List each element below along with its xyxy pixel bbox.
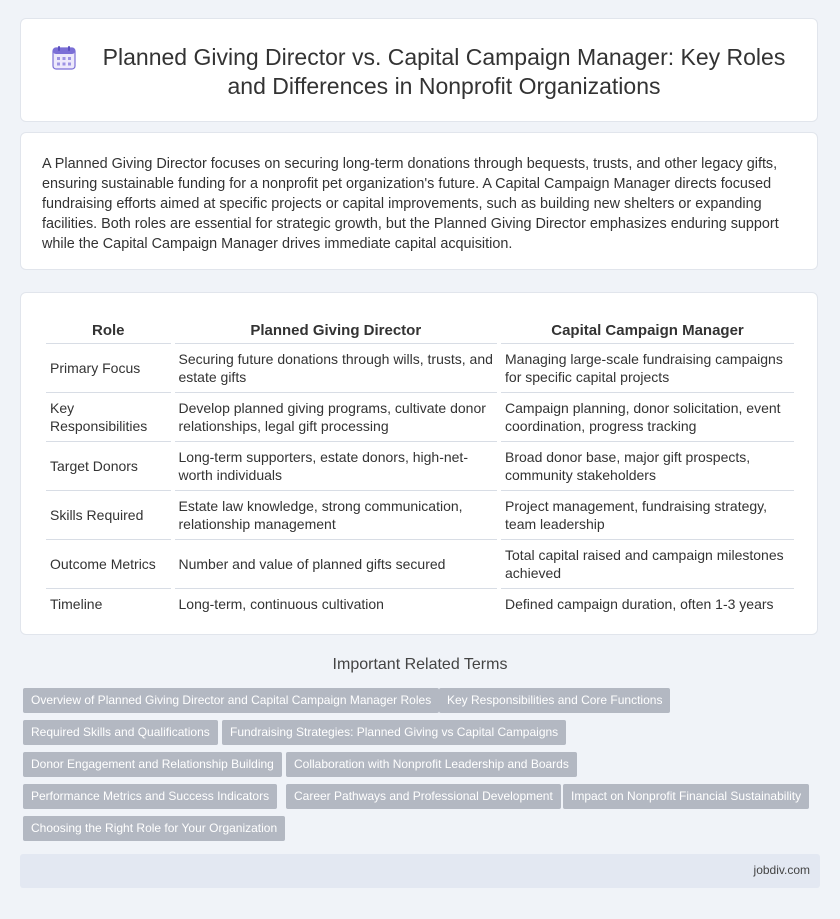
footer: [20, 854, 820, 888]
capital-campaign-cell: Total capital raised and campaign milestones achieved: [501, 540, 794, 589]
header-planned-giving-director: Planned Giving Director: [175, 313, 498, 344]
header-role: Role: [46, 313, 171, 344]
table-row: [46, 491, 794, 540]
capital-campaign-cell: Managing large-scale fundraising campaigns for specific capital projects: [501, 344, 794, 393]
planned-giving-cell: Long-term supporters, estate donors, high-net-worth individuals: [175, 442, 498, 491]
planned-giving-cell: Long-term, continuous cultivation: [178, 596, 384, 612]
title-card: [20, 18, 818, 122]
capital-campaign-cell: Broad donor base, major gift prospects, community stakeholders: [501, 442, 794, 491]
related-term-tag[interactable]: Required Skills and Qualifications: [23, 720, 218, 745]
related-term-tag[interactable]: Collaboration with Nonprofit Leadership and Boards: [286, 752, 577, 777]
related-term-tag[interactable]: Performance Metrics and Success Indicators: [23, 784, 277, 809]
related-terms-heading: Important Related Terms: [332, 656, 508, 673]
table-row: [46, 393, 794, 442]
related-term-tag[interactable]: Key Responsibilities and Core Functions: [439, 688, 670, 713]
planned-giving-cell: Estate law knowledge, strong communication, relationship management: [175, 491, 498, 540]
table-row: [46, 344, 794, 393]
intro-card: [20, 132, 818, 270]
footer-site-link[interactable]: jobdiv.com: [753, 863, 810, 877]
related-term-tag[interactable]: Donor Engagement and Relationship Building: [23, 752, 282, 777]
table-row: [46, 442, 794, 491]
row-label: Primary Focus: [46, 344, 171, 393]
page-title: Planned Giving Director vs. Capital Campaign Manager: Key Roles and Differences in Nonprofit Organizations: [102, 44, 786, 99]
table-row: [46, 589, 794, 619]
table-header-row: [46, 313, 794, 344]
related-term-tag[interactable]: Choosing the Right Role for Your Organization: [23, 816, 285, 841]
capital-campaign-cell: Campaign planning, donor solicitation, event coordination, progress tracking: [501, 393, 794, 442]
comparison-table-card: [20, 292, 818, 635]
capital-campaign-cell: Defined campaign duration, often 1-3 years: [505, 596, 774, 612]
planned-giving-cell: Number and value of planned gifts secured: [175, 540, 498, 589]
header-capital-campaign-manager: Capital Campaign Manager: [501, 313, 794, 344]
row-label: Outcome Metrics: [46, 540, 171, 589]
comparison-table: [42, 313, 798, 619]
row-label: Skills Required: [46, 491, 171, 540]
table-row: [46, 540, 794, 589]
planned-giving-cell: Develop planned giving programs, cultivate donor relationships, legal gift processing: [175, 393, 498, 442]
related-term-tag[interactable]: Impact on Nonprofit Financial Sustainability: [563, 784, 809, 809]
intro-paragraph: A Planned Giving Director focuses on securing long-term donations through bequests, trusts, and other legacy gifts, ensuring sustainable funding for a nonprofit pet organization's future. A Capital Campaign Manager directs focused fundraising efforts aimed at specific projects or capital improvements, such as building new shelters or expanding facilities. Both roles are essential for strategic growth, but the Planned Giving Director emphasizes enduring support while the Capital Campaign Manager drives immediate capital acquisition.: [42, 156, 779, 252]
row-label: Timeline: [50, 596, 103, 612]
row-label: Key Responsibilities: [46, 393, 171, 442]
row-label: Target Donors: [46, 442, 171, 491]
related-term-tag[interactable]: Career Pathways and Professional Development: [286, 784, 561, 809]
related-term-tag[interactable]: Fundraising Strategies: Planned Giving vs Capital Campaigns: [222, 720, 566, 745]
calendar-icon: [51, 45, 77, 71]
related-term-tag[interactable]: Overview of Planned Giving Director and Capital Campaign Manager Roles: [23, 688, 439, 713]
planned-giving-cell: Securing future donations through wills, trusts, and estate gifts: [175, 344, 498, 393]
capital-campaign-cell: Project management, fundraising strategy, team leadership: [501, 491, 794, 540]
